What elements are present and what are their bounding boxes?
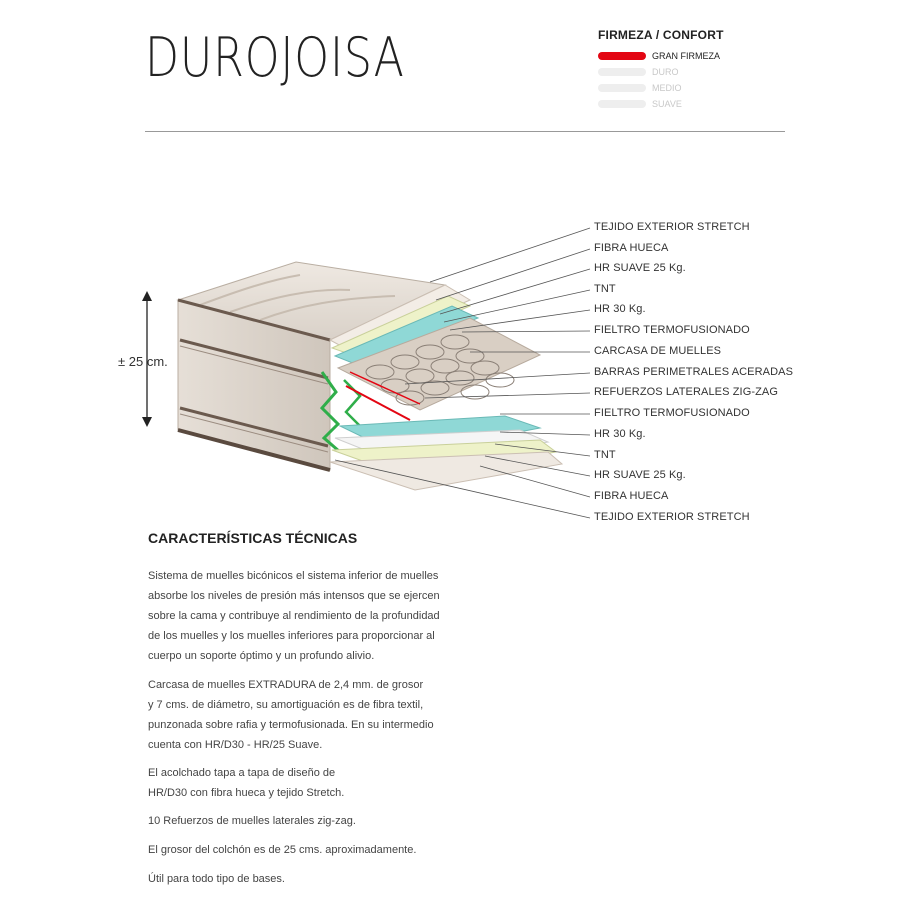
specs-title: CARACTERÍSTICAS TÉCNICAS bbox=[148, 530, 358, 546]
firmness-label: SUAVE bbox=[652, 99, 682, 109]
firmness-title: FIRMEZA / CONFORT bbox=[598, 28, 724, 42]
spec-line: 10 Refuerzos de muelles laterales zig-zag. bbox=[148, 815, 356, 827]
layer-label: HR SUAVE 25 Kg. bbox=[594, 262, 686, 274]
spec-line: sobre la cama y contribuye al rendimiento de la profundidad bbox=[148, 610, 440, 622]
layer-label: FIBRA HUECA bbox=[594, 490, 669, 502]
layer-label: TNT bbox=[594, 449, 616, 461]
spec-line: punzonada sobre rafia y termofusionada. En su intermedio bbox=[148, 719, 434, 731]
spec-line: absorbe los niveles de presión más intensos que se ejercen bbox=[148, 590, 440, 602]
layer-label: TEJIDO EXTERIOR STRETCH bbox=[594, 221, 750, 233]
spec-paragraph bbox=[148, 840, 448, 860]
layer-label: FIELTRO TERMOFUSIONADO bbox=[594, 324, 750, 336]
brand-title: DUROJOISA bbox=[145, 26, 405, 89]
spec-line: cuenta con HR/D30 - HR/25 Suave. bbox=[148, 739, 323, 751]
spec-paragraph bbox=[148, 566, 448, 666]
firmness-label: DURO bbox=[652, 67, 679, 77]
spec-paragraph bbox=[148, 763, 448, 803]
layer-label: CARCASA DE MUELLES bbox=[594, 345, 722, 357]
layer-label: HR 30 Kg. bbox=[594, 303, 646, 315]
layer-label: TEJIDO EXTERIOR STRETCH bbox=[594, 511, 750, 523]
layer-label: FIBRA HUECA bbox=[594, 242, 669, 254]
spec-line: Útil para todo tipo de bases. bbox=[148, 873, 285, 885]
spec-line: y 7 cms. de diámetro, su amortiguación es de fibra textil, bbox=[148, 699, 424, 711]
firmness-label: MEDIO bbox=[652, 83, 682, 93]
height-label: ± 25 cm. bbox=[118, 354, 168, 369]
spec-line: HR/D30 con fibra hueca y tejido Stretch. bbox=[148, 787, 345, 799]
layer-label: TNT bbox=[594, 283, 616, 295]
spec-paragraph bbox=[148, 869, 448, 889]
spec-line: Sistema de muelles bicónicos el sistema inferior de muelles bbox=[148, 570, 439, 582]
layer-label: FIELTRO TERMOFUSIONADO bbox=[594, 407, 750, 419]
layer-label: HR 30 Kg. bbox=[594, 428, 646, 440]
spec-line: El acolchado tapa a tapa de diseño de bbox=[148, 767, 336, 779]
spec-paragraph bbox=[148, 675, 448, 755]
spec-line: de los muelles y los muelles inferiores para proporcionar al bbox=[148, 630, 435, 642]
spec-line: El grosor del colchón es de 25 cms. aproximadamente. bbox=[148, 844, 417, 856]
layer-label: HR SUAVE 25 Kg. bbox=[594, 469, 686, 481]
spec-line: Carcasa de muelles EXTRADURA de 2,4 mm. de grosor bbox=[148, 679, 424, 691]
spec-paragraph bbox=[148, 811, 448, 831]
layer-label: BARRAS PERIMETRALES ACERADAS bbox=[594, 366, 794, 378]
firmness-label: GRAN FIRMEZA bbox=[652, 51, 721, 61]
mattress-body bbox=[178, 262, 562, 490]
layer-label: REFUERZOS LATERALES ZIG-ZAG bbox=[594, 386, 779, 398]
spec-line: cuerpo un soporte óptimo y un profundo alivio. bbox=[148, 650, 375, 662]
